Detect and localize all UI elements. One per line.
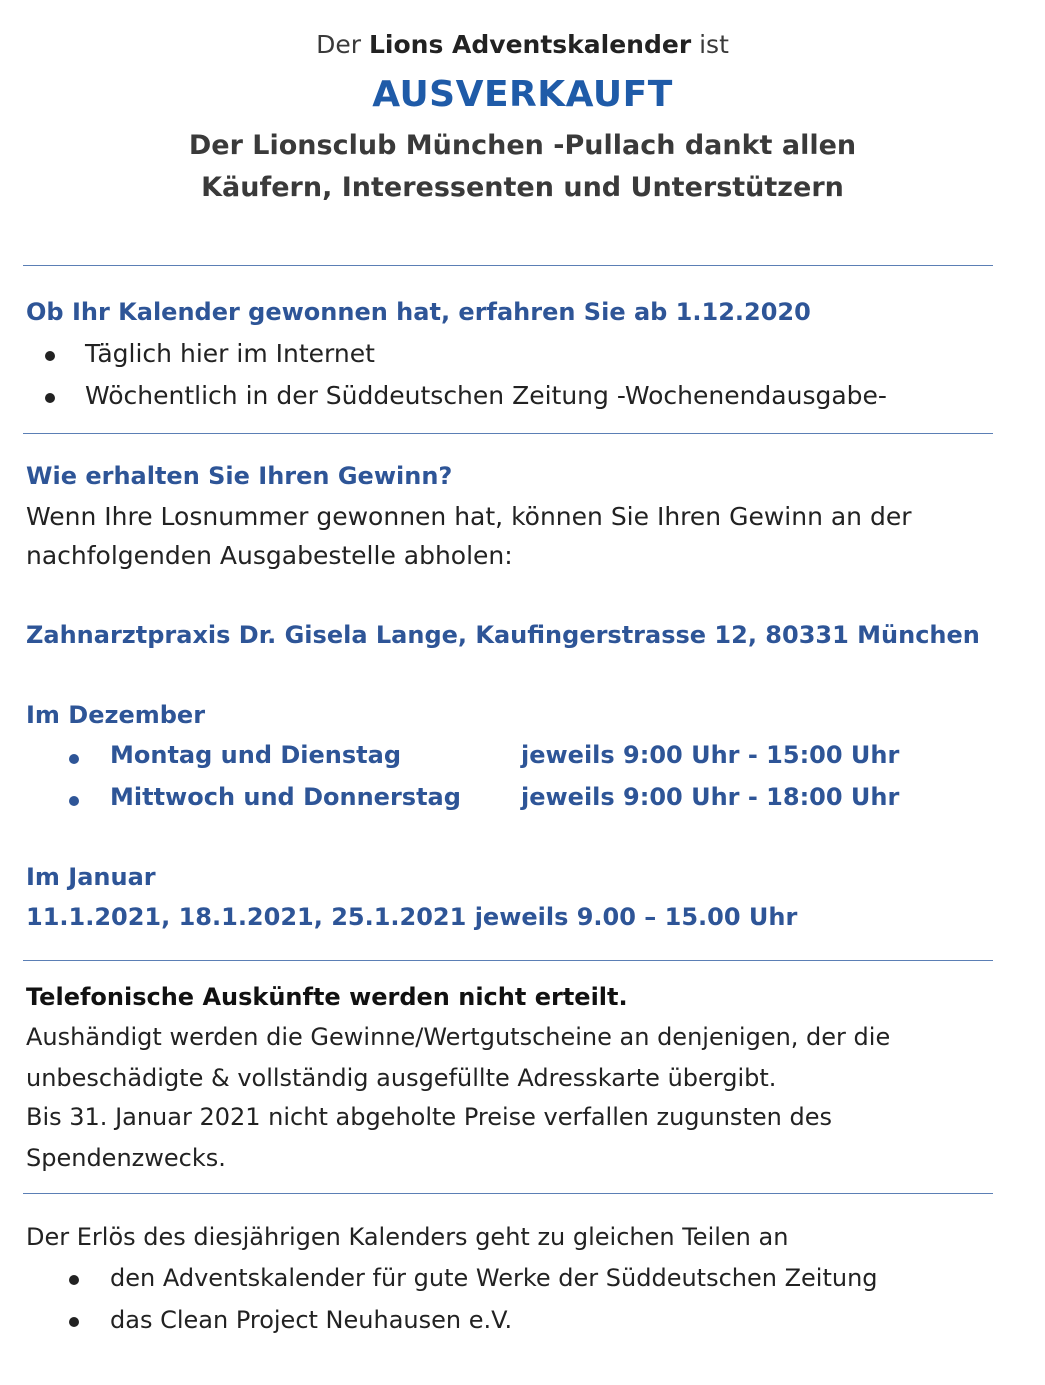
- results-item-1: Täglich hier im Internet: [85, 339, 375, 368]
- proceeds-intro: Der Erlös des diesjährigen Kalenders geht zu gleichen Teilen an: [26, 1223, 789, 1251]
- december-days-1: Montag und Dienstag: [110, 741, 402, 769]
- claim-text-line1: Wenn Ihre Losnummer gewonnen hat, können Sie Ihren Gewinn an der: [26, 502, 912, 531]
- proceeds-item-1: den Adventskalender für gute Werke der Süddeutschen Zeitung: [110, 1264, 878, 1292]
- thanks-line2: Käufern, Interessenten und Unterstützern: [201, 172, 844, 203]
- header-line1-post: ist: [691, 30, 729, 59]
- claim-address: Zahnarztpraxis Dr. Gisela Lange, Kaufingerstrasse 12, 80331 München: [26, 621, 980, 649]
- notice-line2: unbeschädigte & vollständig ausgefüllte Adresskarte übergibt.: [26, 1064, 777, 1092]
- claim-text-line2: nachfolgenden Ausgabestelle abholen:: [26, 541, 513, 570]
- divider-4: [23, 1193, 993, 1194]
- bullet-dot: [69, 796, 79, 806]
- bullet-dot: [45, 393, 55, 403]
- results-item-2: Wöchentlich in der Süddeutschen Zeitung -Wochenendausgabe-: [85, 381, 887, 410]
- divider-2: [23, 433, 993, 434]
- proceeds-item-2: das Clean Project Neuhausen e.V.: [110, 1306, 513, 1334]
- header-line1-pre: Der: [316, 30, 369, 59]
- bullet-dot: [45, 351, 55, 361]
- claim-heading: Wie erhalten Sie Ihren Gewinn?: [26, 462, 453, 490]
- results-heading: Ob Ihr Kalender gewonnen hat, erfahren Sie ab 1.12.2020: [26, 298, 811, 326]
- page-title: AUSVERKAUFT: [372, 74, 673, 115]
- notice-heading: Telefonische Auskünfte werden nicht erteilt.: [26, 983, 628, 1011]
- notice-line4: Spendenzwecks.: [26, 1144, 226, 1172]
- january-heading: Im Januar: [26, 863, 156, 891]
- header-line1: [0, 30, 1045, 59]
- december-times-1: jeweils 9:00 Uhr - 15:00 Uhr: [521, 741, 900, 769]
- divider-3: [23, 960, 993, 961]
- notice-line1: Aushändigt werden die Gewinne/Wertgutscheine an denjenigen, der die: [26, 1023, 891, 1051]
- header-line1-bold: Lions Adventskalender: [368, 30, 692, 59]
- december-heading: Im Dezember: [26, 701, 206, 729]
- bullet-dot: [69, 754, 79, 764]
- thanks-line1: Der Lionsclub München -Pullach dankt allen: [188, 130, 857, 161]
- january-dates: 11.1.2021, 18.1.2021, 25.1.2021 jeweils 9.00 – 15.00 Uhr: [26, 903, 798, 931]
- december-times-2: jeweils 9:00 Uhr - 18:00 Uhr: [521, 783, 900, 811]
- bullet-dot: [69, 1275, 79, 1285]
- notice-line3: Bis 31. Januar 2021 nicht abgeholte Preise verfallen zugunsten des: [26, 1103, 832, 1131]
- december-days-2: Mittwoch und Donnerstag: [110, 783, 461, 811]
- bullet-dot: [69, 1317, 79, 1327]
- divider-1: [23, 265, 993, 266]
